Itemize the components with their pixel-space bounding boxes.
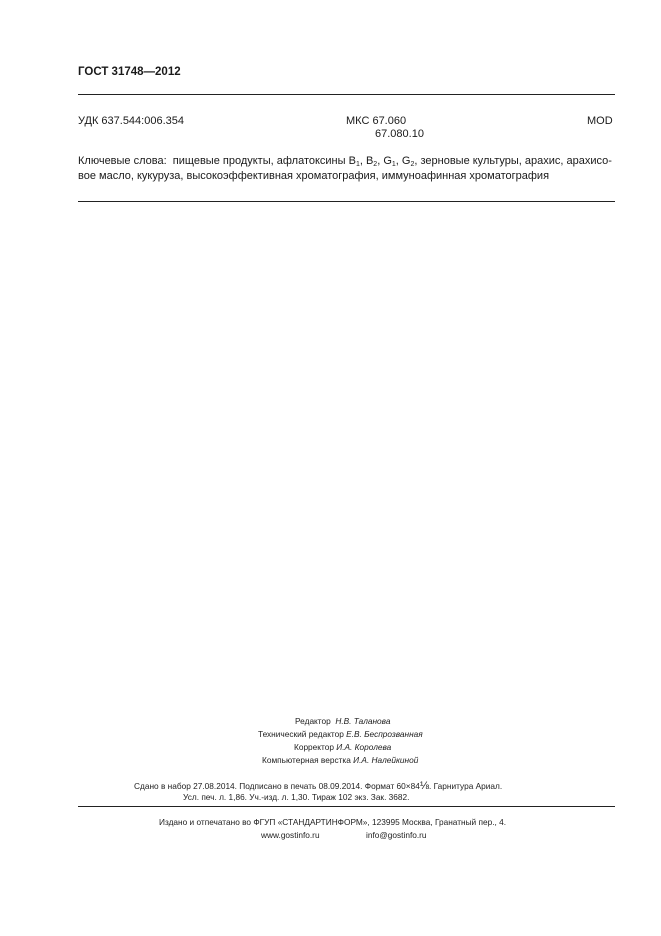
mod-label: MOD xyxy=(587,115,613,127)
layout-credit: Компьютерная верстка И.А. Налейкиной xyxy=(262,755,419,765)
editor-credit: Редактор Н.В. Таланова xyxy=(295,716,391,726)
standard-number: ГОСТ 31748—2012 xyxy=(78,66,181,78)
print-info-line-2: Усл. печ. л. 1,86. Уч.-изд. л. 1,30. Тираж 102 экз. Зак. 3682. xyxy=(183,792,410,802)
keywords-block xyxy=(78,154,618,184)
publisher-website[interactable]: www.gostinfo.ru xyxy=(261,830,320,840)
udk-code: УДК 637.544:006.354 xyxy=(78,115,184,127)
mks-code-2: 67.080.10 xyxy=(375,128,424,140)
format-fraction: ⅛ xyxy=(419,780,430,792)
publisher-email[interactable]: info@gostinfo.ru xyxy=(366,830,427,840)
keywords-line-1: Ключевые слова: пищевые продукты, афлатоксины $B_1$, $B_2$, $G_1$, $G_2$, зерновые культуры, арахис, арахисо- xyxy=(78,155,612,168)
keywords-line-2: вое масло, кукуруза, высокоэффективная хроматография, иммуноафинная хроматография xyxy=(78,170,550,182)
corrector-credit: Корректор И.А. Королева xyxy=(294,742,392,752)
print-info-line-1: Сдано в набор 27.08.2014. Подписано в печать 08.09.2014. Формат 60×84⅛. Гарнитура Ариал. xyxy=(134,780,503,792)
keywords-divider xyxy=(78,201,615,202)
tech-editor-credit: Технический редактор Е.В. Беспрозванная xyxy=(258,729,423,739)
keywords-label: Ключевые слова: xyxy=(78,155,167,167)
bottom-divider xyxy=(78,806,615,807)
mks-code-1: МКС 67.060 xyxy=(346,115,407,127)
top-divider xyxy=(78,94,615,95)
publisher-address: Издано и отпечатано во ФГУП «СТАНДАРТИНФОРМ», 123995 Москва, Гранатный пер., 4. xyxy=(159,817,507,827)
